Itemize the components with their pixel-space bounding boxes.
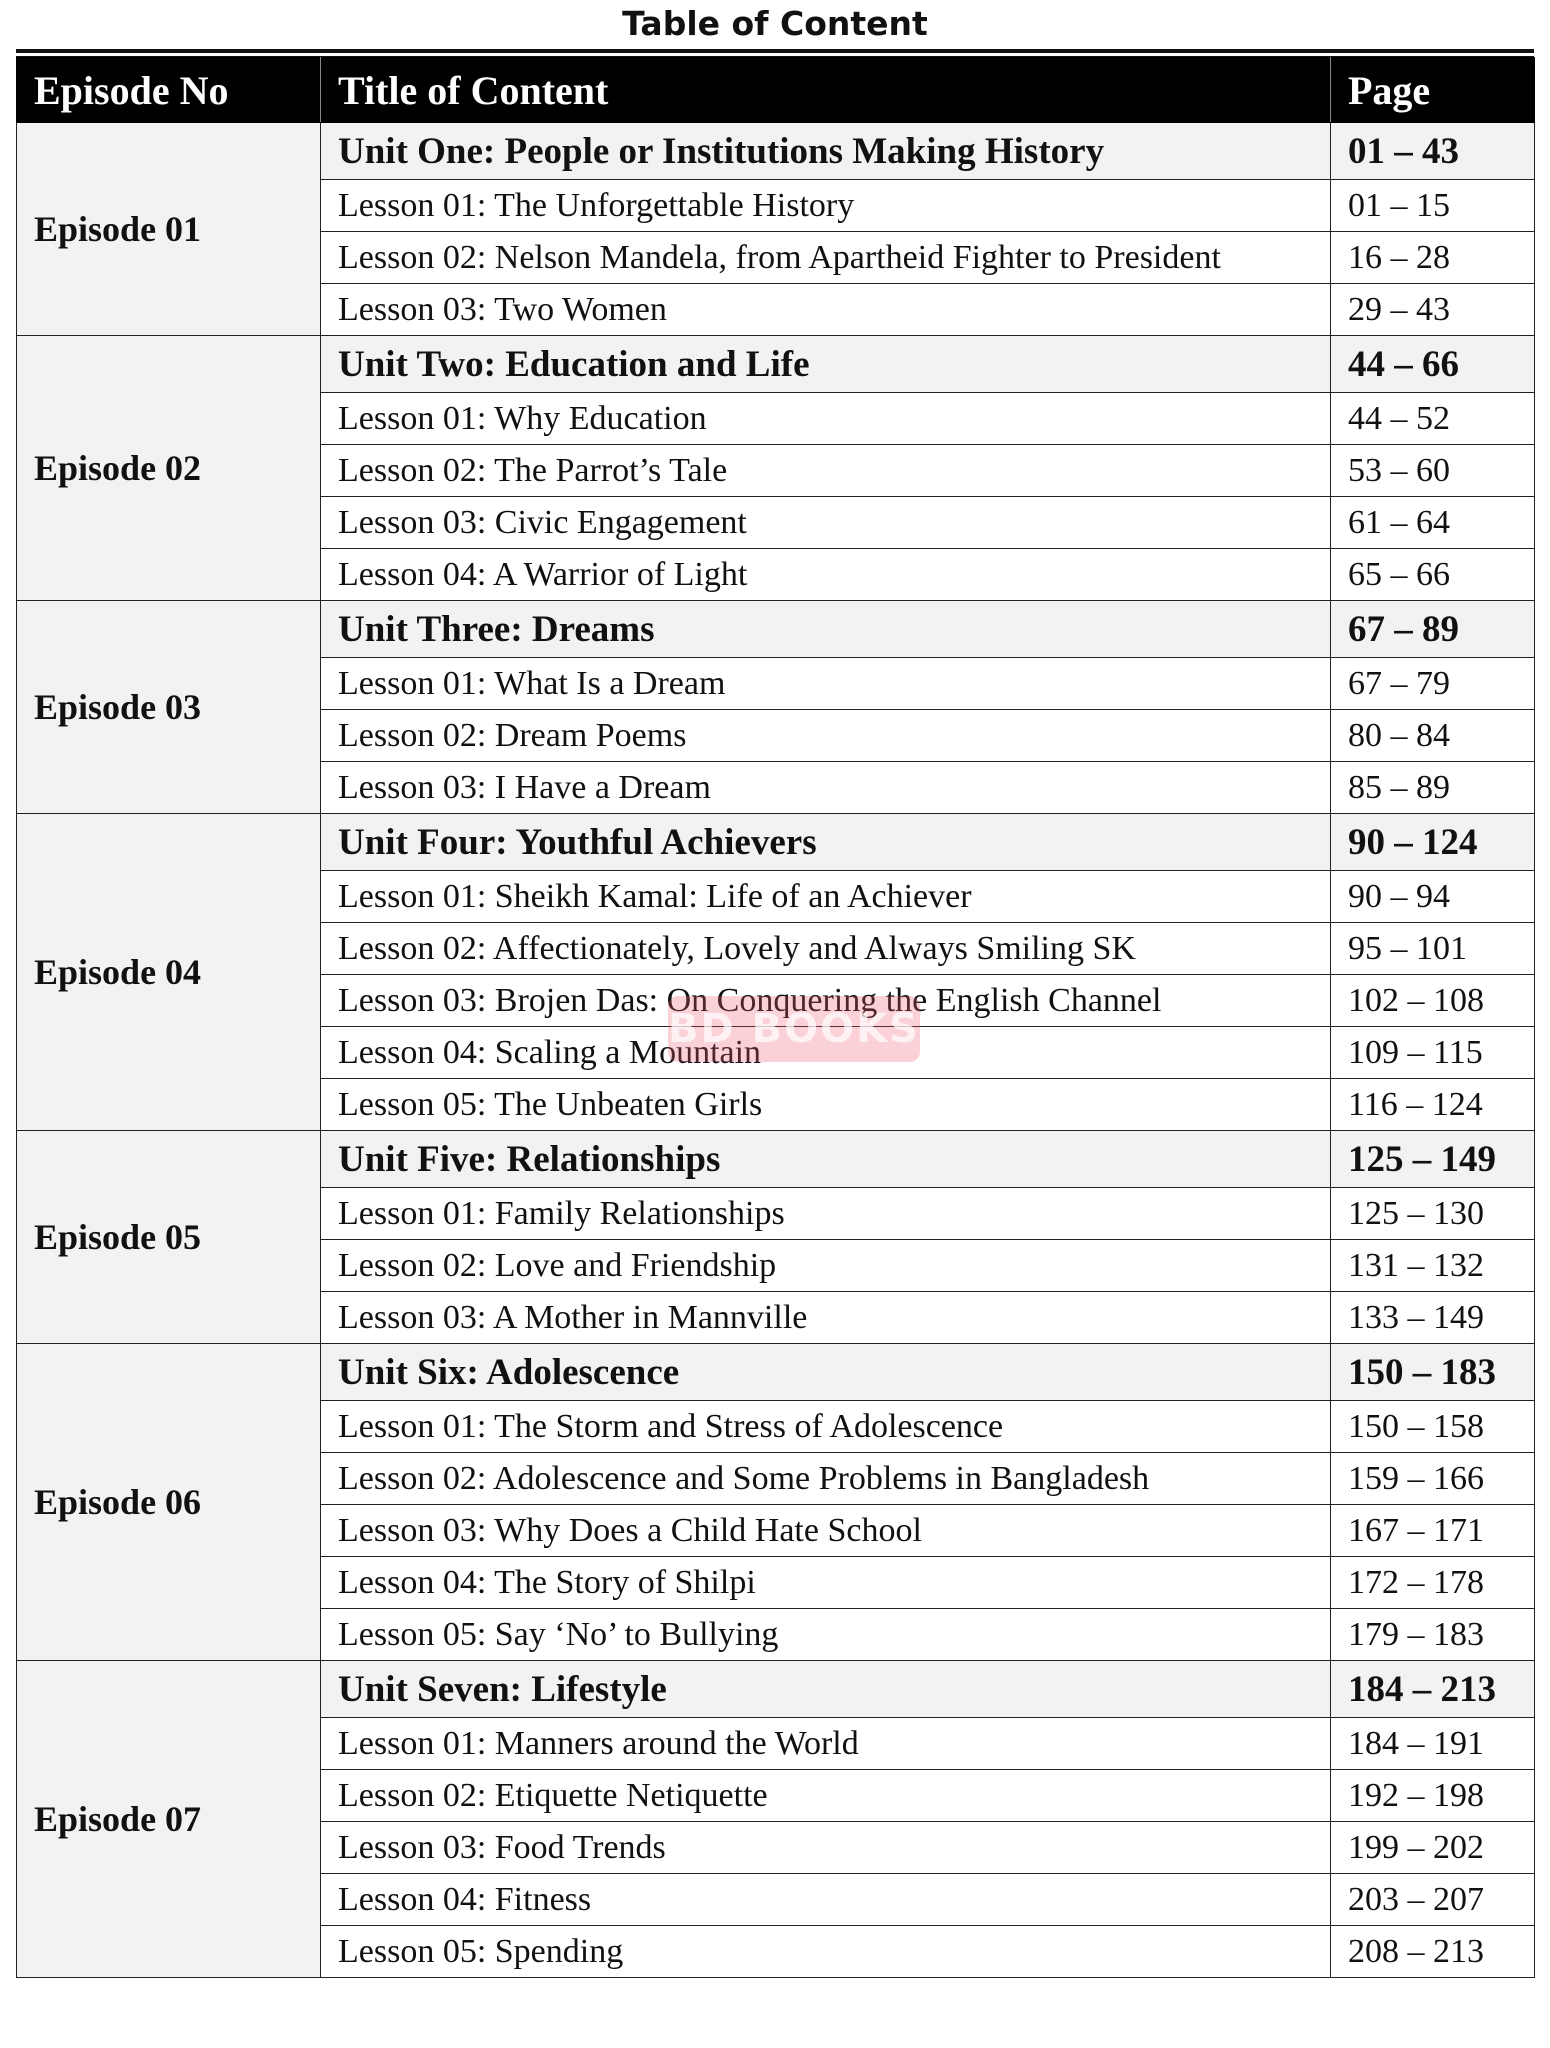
lesson-pages: 01 – 15: [1331, 180, 1535, 232]
lesson-pages: 53 – 60: [1331, 445, 1535, 497]
lesson-pages: 125 – 130: [1331, 1188, 1535, 1240]
lesson-title: Lesson 02: Nelson Mandela, from Apartheid Fighter to President: [321, 232, 1331, 284]
lesson-pages: 90 – 94: [1331, 871, 1535, 923]
lesson-title: Lesson 05: The Unbeaten Girls: [321, 1079, 1331, 1131]
lesson-title: Lesson 01: Why Education: [321, 393, 1331, 445]
lesson-title: Lesson 05: Spending: [321, 1926, 1331, 1978]
lesson-title: Lesson 04: The Story of Shilpi: [321, 1557, 1331, 1609]
lesson-title: Lesson 04: A Warrior of Light: [321, 549, 1331, 601]
lesson-pages: 133 – 149: [1331, 1292, 1535, 1344]
lesson-pages: 203 – 207: [1331, 1874, 1535, 1926]
lesson-title: Lesson 05: Say ‘No’ to Bullying: [321, 1609, 1331, 1661]
lesson-title: Lesson 02: Love and Friendship: [321, 1240, 1331, 1292]
unit-title: Unit One: People or Institutions Making History: [321, 123, 1331, 180]
unit-row: [17, 336, 1535, 393]
lesson-title: Lesson 03: A Mother in Mannville: [321, 1292, 1331, 1344]
unit-row: [17, 814, 1535, 871]
lesson-title: Lesson 02: Affectionately, Lovely and Always Smiling SK: [321, 923, 1331, 975]
watermark-text: BD BOOKS: [668, 1006, 920, 1052]
lesson-pages: 109 – 115: [1331, 1027, 1535, 1079]
title-rule-thick: [16, 49, 1534, 53]
header-title-of-content: Title of Content: [321, 58, 1331, 123]
unit-title: Unit Two: Education and Life: [321, 336, 1331, 393]
lesson-title: Lesson 02: Etiquette Netiquette: [321, 1770, 1331, 1822]
unit-row: [17, 601, 1535, 658]
unit-row: [17, 123, 1535, 180]
header-episode-no: Episode No: [17, 58, 321, 123]
episode-label: Episode 04: [17, 814, 321, 1131]
lesson-title: Lesson 01: Manners around the World: [321, 1718, 1331, 1770]
unit-pages: 184 – 213: [1331, 1661, 1535, 1718]
unit-title: Unit Seven: Lifestyle: [321, 1661, 1331, 1718]
lesson-title: Lesson 03: Food Trends: [321, 1822, 1331, 1874]
lesson-pages: 116 – 124: [1331, 1079, 1535, 1131]
watermark-logo: [668, 996, 920, 1062]
episode-label: Episode 01: [17, 123, 321, 336]
lesson-pages: 65 – 66: [1331, 549, 1535, 601]
episode-label: Episode 07: [17, 1661, 321, 1978]
lesson-pages: 131 – 132: [1331, 1240, 1535, 1292]
lesson-title: Lesson 02: Dream Poems: [321, 710, 1331, 762]
unit-pages: 67 – 89: [1331, 601, 1535, 658]
lesson-title: Lesson 01: The Unforgettable History: [321, 180, 1331, 232]
lesson-pages: 192 – 198: [1331, 1770, 1535, 1822]
lesson-pages: 172 – 178: [1331, 1557, 1535, 1609]
lesson-pages: 199 – 202: [1331, 1822, 1535, 1874]
lesson-pages: 80 – 84: [1331, 710, 1535, 762]
lesson-title: Lesson 03: Brojen Das: On Conquering the English Channel: [321, 975, 1331, 1027]
lesson-pages: 208 – 213: [1331, 1926, 1535, 1978]
lesson-pages: 159 – 166: [1331, 1453, 1535, 1505]
lesson-title: Lesson 04: Scaling a Mountain: [321, 1027, 1331, 1079]
lesson-pages: 179 – 183: [1331, 1609, 1535, 1661]
unit-pages: 44 – 66: [1331, 336, 1535, 393]
lesson-pages: 85 – 89: [1331, 762, 1535, 814]
lesson-pages: 102 – 108: [1331, 975, 1535, 1027]
lesson-title: Lesson 01: Family Relationships: [321, 1188, 1331, 1240]
lesson-pages: 150 – 158: [1331, 1401, 1535, 1453]
episode-label: Episode 06: [17, 1344, 321, 1661]
table-header-row: [17, 58, 1535, 123]
unit-row: [17, 1131, 1535, 1188]
lesson-title: Lesson 04: Fitness: [321, 1874, 1331, 1926]
lesson-pages: 184 – 191: [1331, 1718, 1535, 1770]
lesson-title: Lesson 01: What Is a Dream: [321, 658, 1331, 710]
lesson-pages: 29 – 43: [1331, 284, 1535, 336]
document-title: Table of Content: [622, 4, 928, 43]
episode-label: Episode 02: [17, 336, 321, 601]
lesson-title: Lesson 01: Sheikh Kamal: Life of an Achiever: [321, 871, 1331, 923]
lesson-pages: 67 – 79: [1331, 658, 1535, 710]
episode-label: Episode 05: [17, 1131, 321, 1344]
lesson-title: Lesson 01: The Storm and Stress of Adolescence: [321, 1401, 1331, 1453]
lesson-pages: 167 – 171: [1331, 1505, 1535, 1557]
lesson-pages: 44 – 52: [1331, 393, 1535, 445]
unit-pages: 01 – 43: [1331, 123, 1535, 180]
lesson-title: Lesson 03: Civic Engagement: [321, 497, 1331, 549]
lesson-pages: 61 – 64: [1331, 497, 1535, 549]
unit-pages: 90 – 124: [1331, 814, 1535, 871]
unit-title: Unit Six: Adolescence: [321, 1344, 1331, 1401]
lesson-pages: 16 – 28: [1331, 232, 1535, 284]
unit-pages: 125 – 149: [1331, 1131, 1535, 1188]
unit-title: Unit Three: Dreams: [321, 601, 1331, 658]
unit-row: [17, 1661, 1535, 1718]
lesson-title: Lesson 02: The Parrot’s Tale: [321, 445, 1331, 497]
unit-title: Unit Five: Relationships: [321, 1131, 1331, 1188]
lesson-pages: 95 – 101: [1331, 923, 1535, 975]
lesson-title: Lesson 03: Why Does a Child Hate School: [321, 1505, 1331, 1557]
header-page: Page: [1331, 58, 1535, 123]
unit-title: Unit Four: Youthful Achievers: [321, 814, 1331, 871]
unit-row: [17, 1344, 1535, 1401]
unit-pages: 150 – 183: [1331, 1344, 1535, 1401]
lesson-title: Lesson 03: I Have a Dream: [321, 762, 1331, 814]
episode-label: Episode 03: [17, 601, 321, 814]
lesson-title: Lesson 03: Two Women: [321, 284, 1331, 336]
lesson-title: Lesson 02: Adolescence and Some Problems in Bangladesh: [321, 1453, 1331, 1505]
